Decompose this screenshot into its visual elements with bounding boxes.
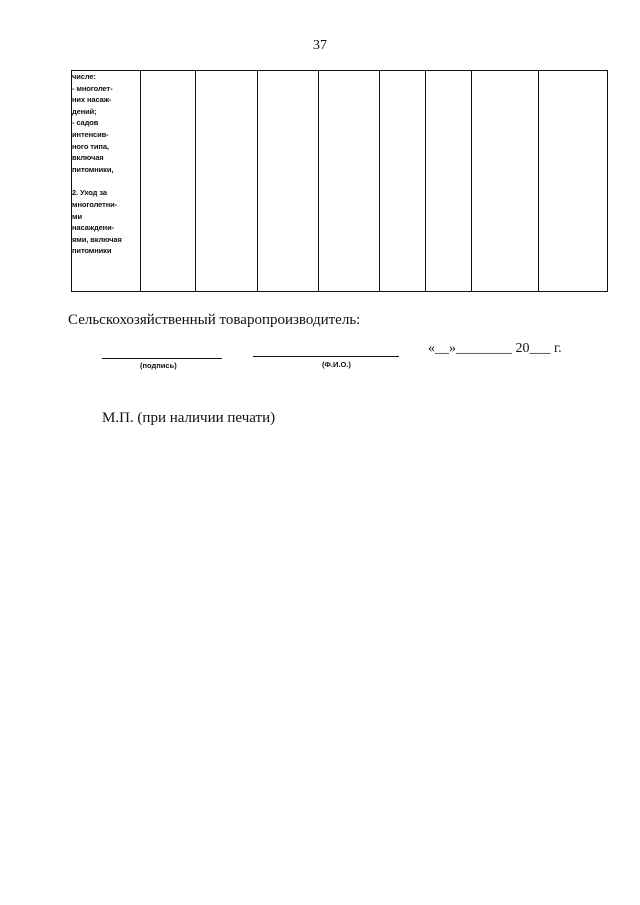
row-description-cell: [72, 71, 141, 292]
description-line: ми: [72, 211, 82, 221]
signature-caption: (подпись): [140, 361, 177, 370]
description-line: дений;: [72, 106, 97, 116]
table-cell: [141, 71, 196, 292]
table-cell: [258, 71, 319, 292]
table-cell: [319, 71, 380, 292]
stamp-note: М.П. (при наличии печати): [102, 410, 276, 426]
producer-label: Сельскохозяйственный товаропроизводитель:: [68, 312, 361, 328]
form-table: [71, 70, 608, 292]
description-line: - многолет-: [72, 83, 113, 93]
signature-line: [102, 358, 222, 359]
table-row: [72, 71, 608, 292]
description-line: питомники: [72, 246, 112, 256]
description-line: включая: [72, 153, 104, 163]
description-line: - садов: [72, 118, 99, 128]
description-line: насаждени-: [72, 223, 115, 233]
description-line: ного типа,: [72, 141, 109, 151]
description-line: 2. Уход за: [72, 188, 107, 198]
table-cell: [539, 71, 608, 292]
name-line: [253, 356, 399, 357]
description-line: питомники,: [72, 164, 114, 174]
table-cell: [196, 71, 258, 292]
table-cell: [380, 71, 426, 292]
description-line: ями, включая: [72, 234, 122, 244]
table-cell: [472, 71, 539, 292]
description-line: них насаж-: [72, 95, 112, 105]
description-line: интенсив-: [72, 129, 109, 139]
date-field: «__»________ 20___ г.: [428, 341, 562, 356]
name-caption: (Ф.И.О.): [322, 360, 351, 369]
description-line: числе:: [72, 72, 96, 81]
description-line: многолетни-: [72, 199, 118, 209]
table-cell: [426, 71, 472, 292]
page-number: 37: [313, 38, 327, 53]
